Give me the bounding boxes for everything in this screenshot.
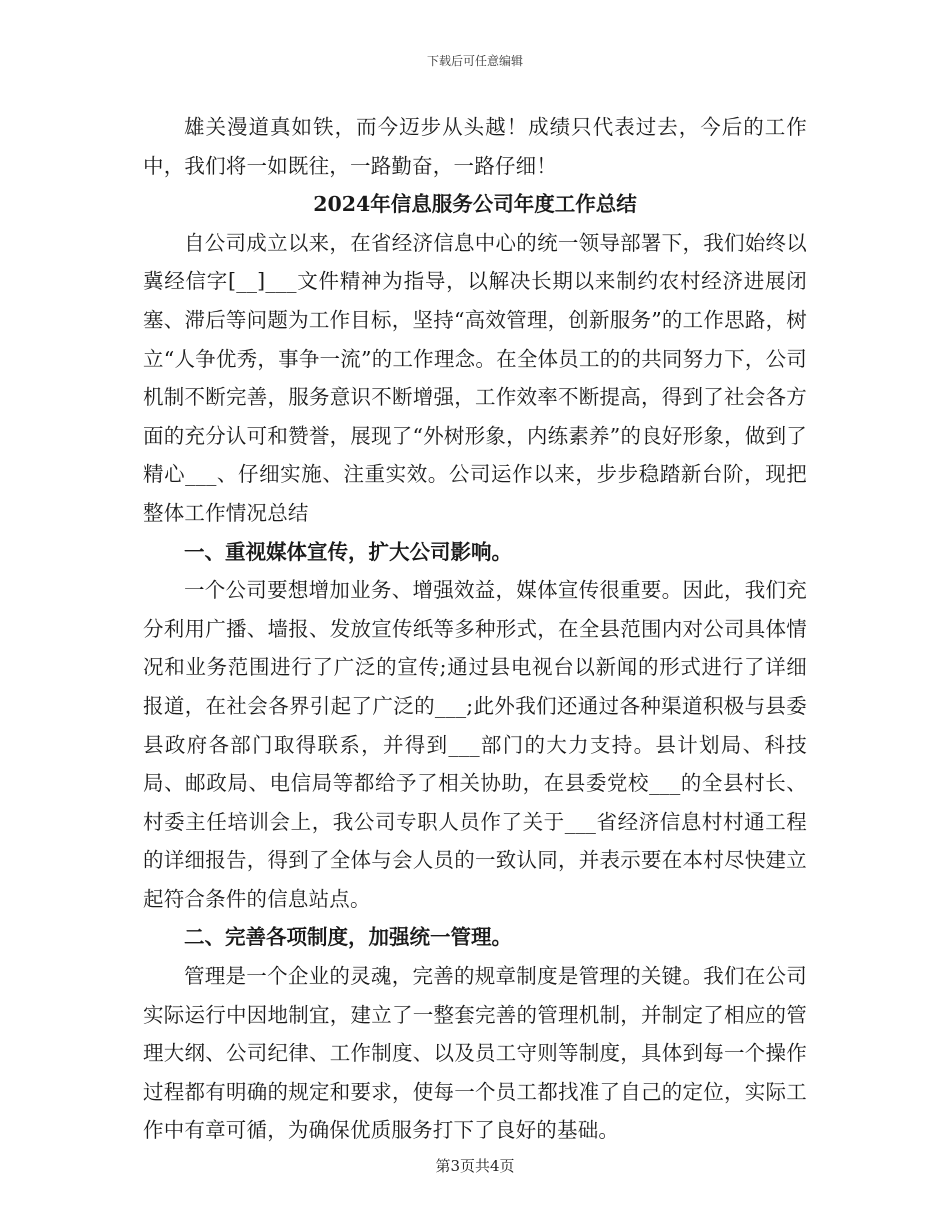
paragraph-management: 管理是一个企业的灵魂，完善的规章制度是管理的关键。我们在公司实际运行中因地制宜，建立了一整套完善的管理机制，并制定了相应的管理大纲、公司纪律、工作制度、以及员工守则等制度，具体到每一个操作过程都有明确的规定和要求，使每一个员工都找准了自己的定位，实际工作中有章可循，为确保优质服务打下了良好的基础。 <box>143 964 807 1143</box>
section-heading-media: 一、重视媒体宣传，扩大公司影响。 <box>184 539 512 564</box>
document-title: 2024年信息服务公司年度工作总结 <box>313 192 637 217</box>
document-body <box>143 108 807 1150</box>
paragraph-overview: 自公司成立以来，在省经济信息中心的统一领导部署下，我们始终以冀经信字[__]___文件精神为指导，以解决长期以来制约农村经济进展闭塞、滞后等问题为工作目标，坚持“高效管理，创新服务”的工作思路，树立“人争优秀，事争一流”的工作理念。在全体员工的的共同努力下，公司机制不断完善，服务意识不断增强，工作效率不断提高，得到了社会各方面的充分认可和赞誉，展现了“外树形象，内练素养”的良好形象，做到了精心___、仔细实施、注重实效。公司运作以来，步步稳踏新台阶，现把整体工作情况总结 <box>143 230 807 525</box>
page-header: 下载后可任意编辑 <box>426 54 523 68</box>
paragraph-media: 一个公司要想增加业务、增强效益，媒体宣传很重要。因此，我们充分利用广播、墙报、发放宣传纸等多种形式，在全县范围内对公司具体情况和业务范围进行了广泛的宣传;通过县电视台以新闻的形式进行了详细报道，在社会各界引起了广泛的___;此外我们还通过各种渠道积极与县委县政府各部门取得联系，并得到___部门的大力支持。县计划局、科技局、邮政局、电信局等都给予了相关协助，在县委党校___的全县村长、村委主任培训会上，我公司专职人员作了关于___省经济信息村村通工程的详细报告，得到了全体与会人员的一致认同，并表示要在本村尽快建立起符合条件的信息站点。 <box>143 578 807 911</box>
intro-paragraph: 雄关漫道真如铁，而今迈步从头越！成绩只代表过去，今后的工作中，我们将一如既往，一路勤奋，一路仔细！ <box>143 115 807 178</box>
page-number: 第3页共4页 <box>435 1157 515 1175</box>
section-heading-management: 二、完善各项制度，加强统一管理。 <box>184 925 512 950</box>
